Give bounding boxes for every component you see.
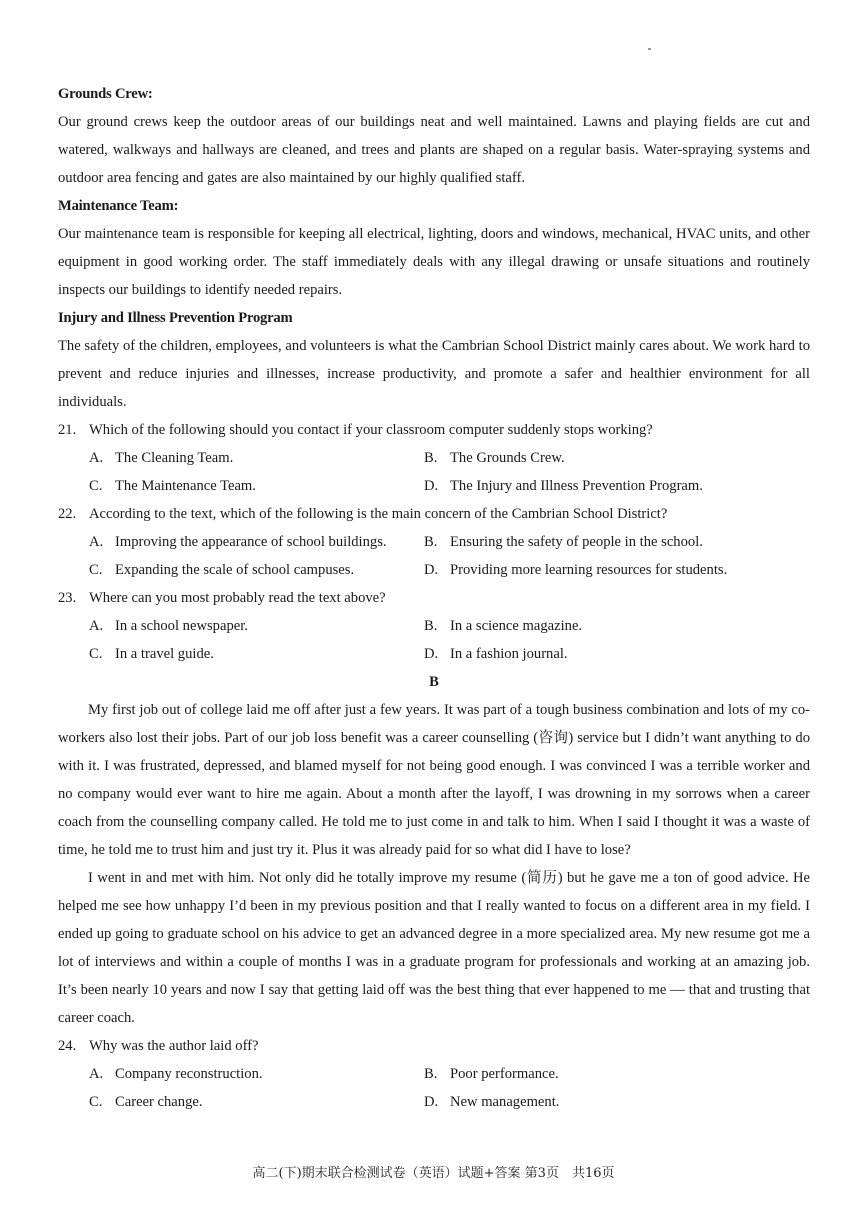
option-21-c[interactable] [58, 472, 423, 500]
question-number: 24. [58, 1038, 77, 1054]
question-number: 22. [58, 506, 77, 522]
option-24-b[interactable] [393, 1060, 810, 1088]
option-23-b[interactable] [393, 612, 810, 640]
option-22-c[interactable] [58, 556, 423, 584]
option-letter: C. [89, 646, 103, 662]
option-text: Ensuring the safety of people in the school. [450, 534, 703, 550]
option-letter: A. [89, 450, 104, 466]
option-text: The Cleaning Team. [115, 450, 234, 466]
question-stem: Where can you most probably read the text above? [89, 590, 386, 606]
paragraph-maintenance-team: Our maintenance team is responsible for keeping all electrical, lighting, doors and windows, mechanical, HVAC units, and other equipment in good working order. The staff immediately deals with any illegal drawing or unsafe situations and routinely inspects our buildings to identify needed repairs. [58, 226, 810, 298]
option-24-a[interactable] [58, 1060, 423, 1088]
option-text: Providing more learning resources for students. [450, 562, 728, 578]
option-22-a[interactable] [58, 528, 423, 556]
question-22 [58, 500, 810, 528]
exam-page [58, 80, 810, 1116]
passage-b-paragraph-1: My first job out of college laid me off after just a few years. It was part of a tough business combination and lots of my co-workers also lost their jobs. Part of our job loss benefit was a career counselling (咨询) service but I didn’t want anything to do with it. I was frustrated, depressed, and blamed myself for not being good enough. I was convinced I was a terrible worker and no company would ever want to hire me again. About a month after the layoff, I was drowning in my sorrows when a career coach from the counselling company called. He told me to just come in and talk to him. When I said I thought it was a waste of time, he told me to trust him and just try it. Plus it was already paid for so what did I have to lose? [58, 702, 810, 858]
option-letter: D. [424, 1094, 439, 1110]
option-text: In a fashion journal. [450, 646, 568, 662]
option-22-b[interactable] [393, 528, 810, 556]
option-letter: A. [89, 534, 104, 550]
option-letter: C. [89, 1094, 103, 1110]
option-letter: C. [89, 562, 103, 578]
option-text: Expanding the scale of school campuses. [115, 562, 355, 578]
option-letter: D. [424, 562, 439, 578]
option-text: The Maintenance Team. [115, 478, 256, 494]
option-24-d[interactable] [393, 1088, 810, 1116]
question-stem: Why was the author laid off? [89, 1038, 259, 1054]
question-21 [58, 416, 810, 444]
question-24 [58, 1032, 810, 1060]
options-24 [58, 1060, 810, 1116]
option-text: In a travel guide. [115, 646, 214, 662]
option-letter: C. [89, 478, 103, 494]
question-number: 23. [58, 590, 77, 606]
option-letter: D. [424, 478, 439, 494]
option-24-c[interactable] [58, 1088, 423, 1116]
heading-grounds-crew: Grounds Crew: [58, 86, 153, 102]
question-stem: Which of the following should you contact if your classroom computer suddenly stops working? [89, 422, 653, 438]
option-text: The Injury and Illness Prevention Program. [450, 478, 703, 494]
heading-injury-prevention: Injury and Illness Prevention Program [58, 310, 293, 326]
option-letter: B. [424, 534, 438, 550]
passage-b-paragraph-2: I went in and met with him. Not only did he totally improve my resume (简历) but he gave me a ton of good advice. He helped me see how unhappy I’d been in my previous position and that I really wanted to focus on a different area in my field. I ended up going to graduate school on his advice to get an advanced degree in a more specialized area. My new resume got me a lot of interviews and within a couple of months I was in a graduate program for professionals and working at an amazing job. It’s been nearly 10 years and now I say that getting laid off was the best thing that ever happened to me — that and trusting that career coach. [58, 870, 810, 1026]
option-text: Company reconstruction. [115, 1066, 263, 1082]
option-text: In a school newspaper. [115, 618, 248, 634]
heading-maintenance-team: Maintenance Team: [58, 198, 179, 214]
option-text: The Grounds Crew. [450, 450, 565, 466]
option-text: Career change. [115, 1094, 203, 1110]
section-b-title: B [429, 674, 439, 690]
option-text: Improving the appearance of school buildings. [115, 534, 387, 550]
option-21-d[interactable] [393, 472, 810, 500]
option-23-d[interactable] [393, 640, 810, 668]
paragraph-injury-prevention: The safety of the children, employees, and volunteers is what the Cambrian School District mainly cares about. We work hard to prevent and reduce injuries and illnesses, increase productivity, and promote a safer and healthier environment for all individuals. [58, 338, 810, 410]
option-letter: A. [89, 618, 104, 634]
paragraph-grounds-crew: Our ground crews keep the outdoor areas of our buildings neat and well maintained. Lawns and playing fields are cut and watered, walkways and hallways are cleaned, and trees and plants are shaped on a regular basis. Water-spraying systems and outdoor area fencing and gates are also maintained by our highly qualified staff. [58, 114, 810, 186]
option-23-c[interactable] [58, 640, 423, 668]
question-number: 21. [58, 422, 77, 438]
option-letter: A. [89, 1066, 104, 1082]
options-23 [58, 612, 810, 668]
option-21-a[interactable] [58, 444, 423, 472]
page-footer: 高二(下)期末联合检测试卷（英语）试题+答案 第3页 共16页 [252, 1166, 615, 1181]
scan-mark [648, 48, 651, 50]
options-21 [58, 444, 810, 500]
option-text: New management. [450, 1094, 560, 1110]
option-22-d[interactable] [393, 556, 810, 584]
option-23-a[interactable] [58, 612, 423, 640]
option-text: In a science magazine. [450, 618, 583, 634]
option-21-b[interactable] [393, 444, 810, 472]
option-text: Poor performance. [450, 1066, 559, 1082]
option-letter: B. [424, 1066, 438, 1082]
option-letter: D. [424, 646, 439, 662]
option-letter: B. [424, 450, 438, 466]
option-letter: B. [424, 618, 438, 634]
options-22 [58, 528, 810, 584]
question-23 [58, 584, 810, 612]
question-stem: According to the text, which of the following is the main concern of the Cambrian School District? [89, 506, 668, 522]
